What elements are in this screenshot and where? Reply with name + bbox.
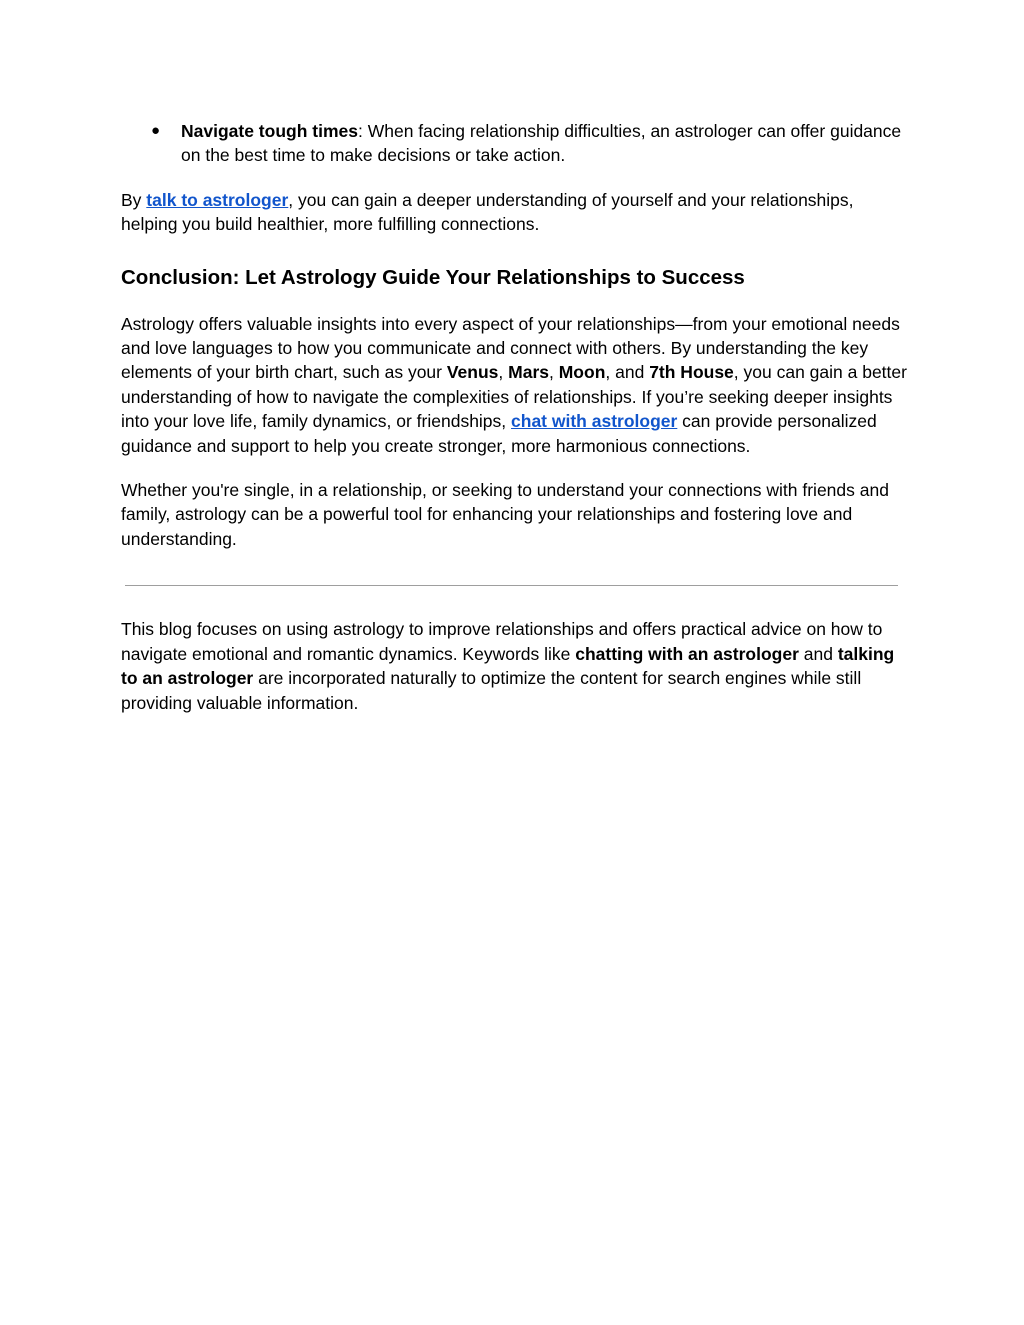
section-heading-conclusion: Conclusion: Let Astrology Guide Your Relationships to Success <box>121 265 745 289</box>
paragraph-text: can provide personalized guidance and support to help you create stronger, more harmonious connections. <box>121 411 877 456</box>
bullet-text: : When facing relationship difficulties, an astrologer can offer guidance on the best time to make decisions or take action. <box>181 121 902 166</box>
paragraph-text: , you can gain a deeper understanding of yourself and your relationships, helping you build healthier, more fulfilling connections. <box>121 189 854 235</box>
paragraph-text: This blog focuses on using astrology to improve relationships and offers practical advice on how to navigate emotional and romantic dynamics. Keywords like <box>121 619 883 664</box>
document-page <box>121 119 911 715</box>
paragraph-text: Astrology offers valuable insights into every aspect of your relationships—from your emotional needs and love languages to how you communicate and connect with others. By understanding the key elements of your birth chart, such as your <box>121 313 900 383</box>
paragraph-text: , <box>498 362 509 383</box>
bold-mars: Mars <box>508 362 549 383</box>
bullet-list <box>121 119 911 168</box>
paragraph-text: and <box>798 643 838 664</box>
bullet-bold-term: Navigate tough times <box>181 121 358 141</box>
paragraph-text: , you can gain a better understanding of how to navigate the complexities of relationships. If you’re seeking deeper insights into your love life, family dynamics, or friendships, <box>121 362 907 432</box>
paragraph-text: , <box>549 362 559 383</box>
bold-talking-to-an-astrologer: talking to an astrologer <box>121 643 895 689</box>
paragraph-text: , and <box>605 362 650 383</box>
paragraph-text: are incorporated naturally to optimize the content for search engines while still providing valuable information. <box>121 668 862 713</box>
bold-chatting-with-an-astrologer: chatting with an astrologer <box>575 643 799 664</box>
chat-with-astrologer-link[interactable]: chat with astrologer <box>511 411 678 432</box>
bold-moon: Moon <box>558 362 606 383</box>
bullet-item-navigate-tough-times <box>121 119 911 168</box>
bold-7th-house: 7th House <box>649 362 734 383</box>
paragraph-whether-single: Whether you're single, in a relationship, or seeking to understand your connections with friends and family, astrology can be a powerful tool for enhancing your relationships and fostering love and understanding. <box>121 480 889 549</box>
bullet-marker: ● <box>151 122 161 139</box>
paragraph-blog-summary <box>121 617 911 715</box>
talk-to-astrologer-link[interactable]: talk to astrologer <box>146 189 289 210</box>
paragraph-text: By <box>121 189 147 210</box>
horizontal-divider <box>125 585 898 586</box>
paragraph-conclusion <box>121 312 911 458</box>
bold-venus: Venus <box>446 362 499 383</box>
paragraph-talk-to-astrologer <box>121 188 911 237</box>
